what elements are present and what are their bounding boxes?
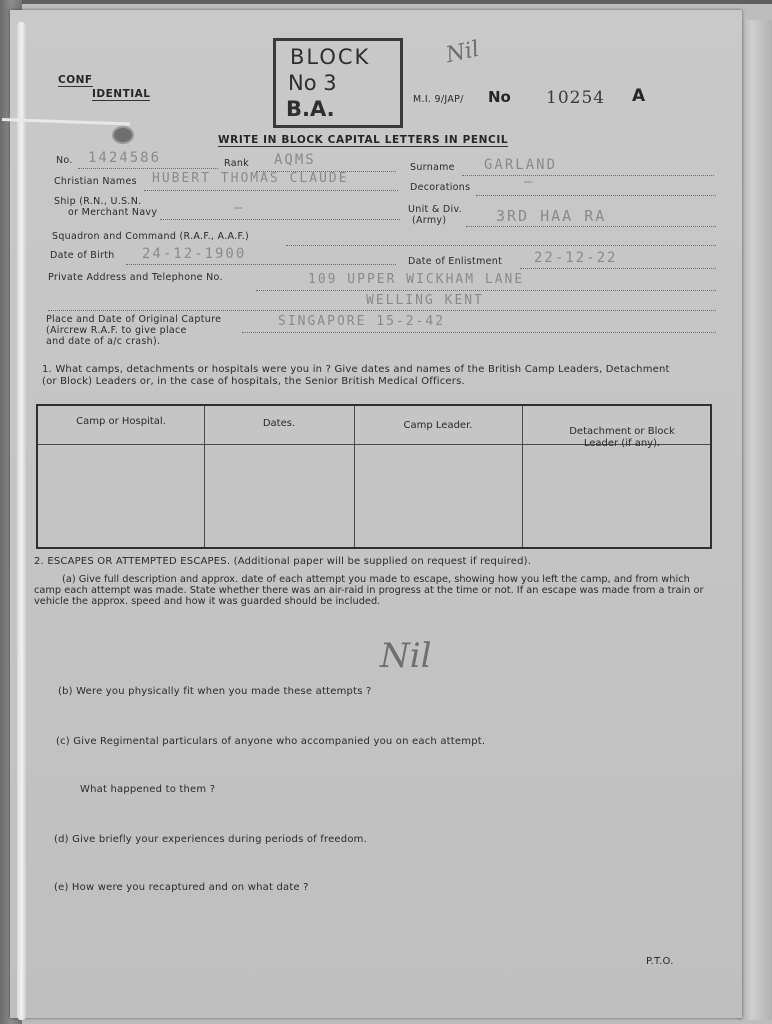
- q1-text-2: (or Block) Leaders or, in the case of hospitals, the Senior British Medical Officers.: [42, 376, 465, 387]
- form-code: M.I. 9/JAP/: [413, 94, 464, 105]
- surname-value: GARLAND: [484, 157, 558, 173]
- christian-names-label: Christian Names: [54, 176, 137, 187]
- th-dates: Dates.: [262, 418, 296, 429]
- no-value: 1424586: [88, 150, 162, 166]
- address-line-1: 109 UPPER WICKHAM LANE: [308, 272, 525, 287]
- block-stamp: [273, 38, 403, 128]
- escape-answer: Nil: [380, 636, 432, 676]
- decorations-value: —: [524, 174, 535, 190]
- enlistment-value: 22-12-22: [534, 250, 618, 266]
- q2-c-text: (c) Give Regimental particulars of anyone who accompanied you on each attempt.: [56, 736, 486, 747]
- stamp-line-2: No 3: [288, 71, 337, 95]
- stamp-line-3: B.A.: [286, 97, 335, 121]
- capture-label: Place and Date of Original Capture: [46, 314, 222, 325]
- binding-cord: [17, 22, 26, 1020]
- dob-value: 24-12-1900: [142, 246, 247, 262]
- punch-hole: [112, 126, 134, 144]
- dob-label: Date of Birth: [50, 250, 115, 261]
- th-detachment: Detachment or Block Leader (if any).: [569, 426, 675, 449]
- no-label: No.: [56, 155, 73, 166]
- capture-value: SINGAPORE 15-2-42: [278, 314, 446, 329]
- number-label: No: [488, 88, 511, 106]
- address-label: Private Address and Telephone No.: [48, 272, 223, 283]
- th-camp-leader: Camp Leader.: [403, 420, 473, 431]
- q2-b-text: (b) Were you physically fit when you made these attempts ?: [58, 686, 372, 697]
- christian-names-value: HUBERT THOMAS CLAUDE: [152, 171, 349, 186]
- q2-d-text: (d) Give briefly your experiences during periods of freedom.: [54, 834, 367, 845]
- unit-label: Unit & Div.: [408, 204, 462, 215]
- th-camp: Camp or Hospital.: [76, 416, 166, 427]
- nil-note: Nil: [443, 36, 482, 69]
- rank-value: AQMS: [274, 152, 316, 168]
- serial-number: 10254: [546, 88, 606, 108]
- unit-value: 3RD HAA RA: [496, 207, 607, 225]
- q2-c2-text: What happened to them ?: [80, 784, 216, 795]
- aircrew-label: (Aircrew R.A.F. to give place: [46, 325, 187, 336]
- stamp-line-1: BLOCK: [290, 45, 371, 69]
- q1-text-1: 1. What camps, detachments or hospitals were you in ? Give dates and names of the British Camp Leaders, Detachment: [42, 364, 670, 375]
- confidential-label-1: CONF: [58, 74, 93, 86]
- serial-suffix: A: [632, 86, 646, 106]
- q2-e-text: (e) How were you recaptured and on what date ?: [54, 882, 309, 893]
- army-label: (Army): [412, 215, 447, 226]
- q2-a-text: (a) Give full description and approx. date of each attempt you made to escape, showing how you left the camp, and from which camp each attempt was made. State whether there was an air-raid in progress at the time or not. If an escape was made from a train or vehicle the approx. speed and how it was guarded should be included.: [34, 574, 704, 607]
- merchant-navy-label: or Merchant Navy: [68, 207, 158, 218]
- enlistment-label: Date of Enlistment: [408, 256, 503, 267]
- instruction-heading: WRITE IN BLOCK CAPITAL LETTERS IN PENCIL: [218, 134, 509, 146]
- camps-table: [36, 404, 712, 549]
- surname-label: Surname: [410, 162, 455, 173]
- page-edge: [738, 20, 772, 1020]
- ship-label: Ship (R.N., U.S.N.: [54, 196, 142, 207]
- rank-label: Rank: [224, 158, 249, 169]
- pto-label: P.T.O.: [646, 956, 674, 967]
- ship-value: —: [234, 200, 245, 216]
- questionnaire-sheet: [10, 10, 742, 1018]
- address-line-2: WELLING KENT: [366, 293, 484, 308]
- q2-heading: 2. ESCAPES OR ATTEMPTED ESCAPES. (Additional paper will be supplied on request if required).: [34, 556, 532, 567]
- crash-label: and date of a/c crash).: [46, 336, 161, 347]
- confidential-label-2: IDENTIAL: [92, 88, 151, 100]
- squadron-label: Squadron and Command (R.A.F., A.A.F.): [52, 231, 250, 242]
- decorations-label: Decorations: [410, 182, 471, 193]
